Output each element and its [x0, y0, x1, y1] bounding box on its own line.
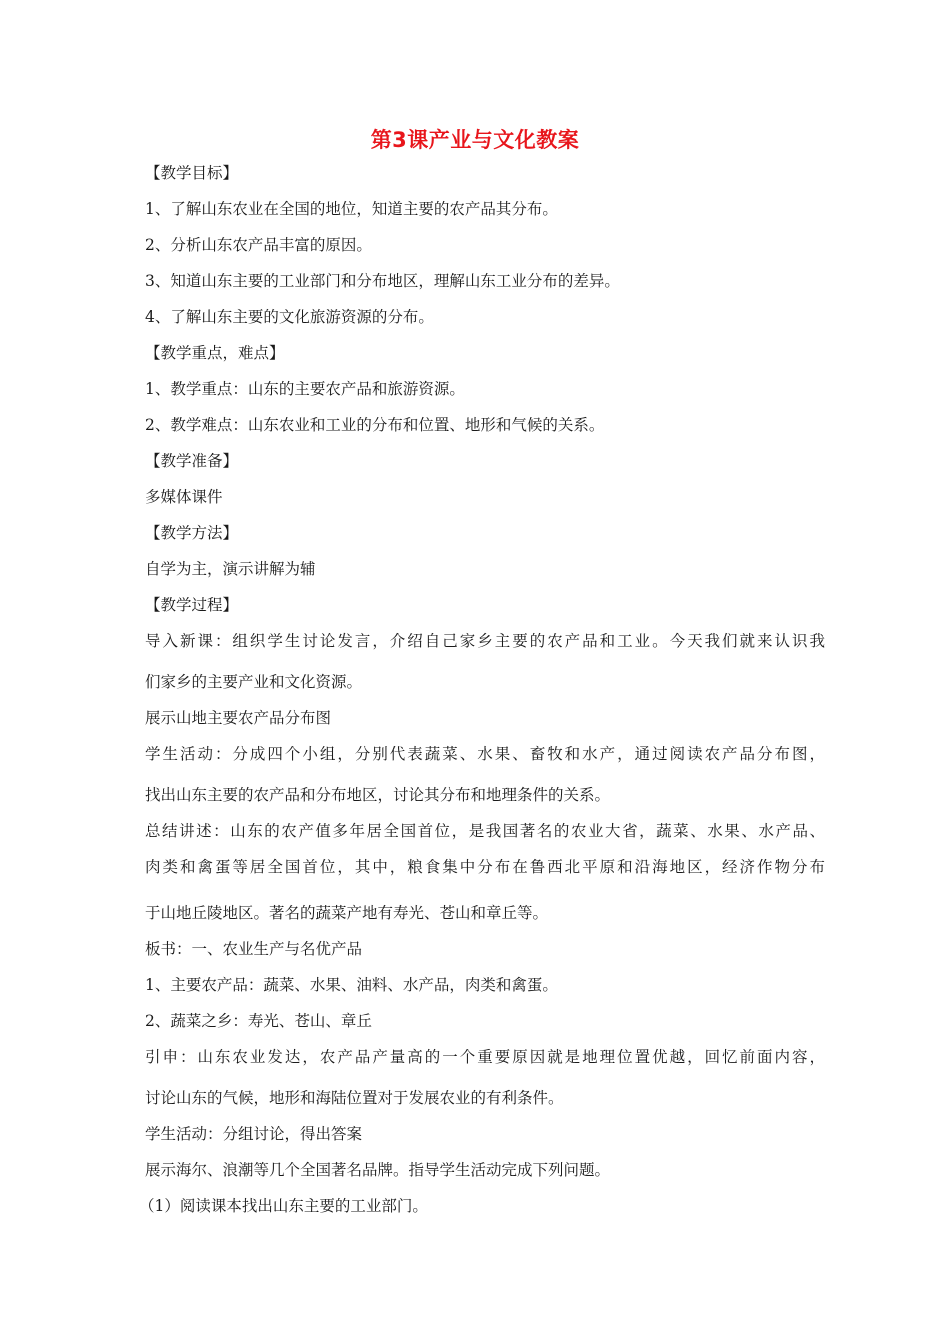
section-heading-methods: 【教学方法】	[145, 524, 239, 542]
paragraph-line: 讨论山东的气候，地形和海陆位置对于发展农业的有利条件。	[145, 1089, 564, 1107]
section-heading-key-points: 【教学重点，难点】	[145, 344, 285, 362]
paragraph-line: 肉类和禽蛋等居全国首位，其中，粮食集中分布在鲁西北平原和沿海地区，经济作物分布	[145, 858, 825, 876]
paragraph-line: 1、教学重点：山东的主要农产品和旅游资源。	[145, 380, 465, 398]
paragraph-line: 导入新课：组织学生讨论发言，介绍自己家乡主要的农产品和工业。今天我们就来认识我	[145, 632, 825, 650]
paragraph-line: 多媒体课件	[145, 488, 223, 506]
document-title: 第3课产业与文化教案	[370, 128, 580, 152]
paragraph-line: 1、了解山东农业在全国的地位，知道主要的农产品其分布。	[145, 200, 558, 218]
paragraph-line: 们家乡的主要产业和文化资源。	[145, 673, 363, 691]
paragraph-line: 2、分析山东农产品丰富的原因。	[145, 236, 372, 254]
paragraph-line: 2、教学难点：山东农业和工业的分布和位置、地形和气候的关系。	[145, 416, 605, 434]
paragraph-line: 展示山地主要农产品分布图	[145, 709, 332, 727]
section-heading-process: 【教学过程】	[145, 596, 239, 614]
paragraph-line: 自学为主，演示讲解为辅	[145, 560, 316, 578]
section-heading-objectives: 【教学目标】	[145, 164, 239, 182]
paragraph-line: 1、主要农产品：蔬菜、水果、油料、水产品，肉类和禽蛋。	[145, 976, 558, 994]
paragraph-line: 3、知道山东主要的工业部门和分布地区，理解山东工业分布的差异。	[145, 272, 620, 290]
paragraph-line: 于山地丘陵地区。著名的蔬菜产地有寿光、苍山和章丘等。	[145, 904, 549, 922]
paragraph-line: 总结讲述：山东的农产值多年居全国首位，是我国著名的农业大省，蔬菜、水果、水产品、	[145, 822, 825, 840]
paragraph-line: 2、蔬菜之乡：寿光、苍山、章丘	[145, 1012, 372, 1030]
paragraph-line: 引申：山东农业发达，农产品产量高的一个重要原因就是地理位置优越，回忆前面内容，	[145, 1048, 825, 1066]
paragraph-line: 展示海尔、浪潮等几个全国著名品牌。指导学生活动完成下列问题。	[145, 1161, 611, 1179]
paragraph-line: 学生活动：分组讨论，得出答案	[145, 1125, 363, 1143]
section-heading-preparation: 【教学准备】	[145, 452, 239, 470]
paragraph-line: （1）阅读课本找出山东主要的工业部门。	[139, 1197, 428, 1215]
paragraph-line: 4、了解山东主要的文化旅游资源的分布。	[145, 308, 434, 326]
paragraph-line: 找出山东主要的农产品和分布地区，讨论其分布和地理条件的关系。	[145, 786, 611, 804]
paragraph-line: 学生活动：分成四个小组，分别代表蔬菜、水果、畜牧和水产，通过阅读农产品分布图，	[145, 745, 825, 763]
paragraph-line: 板书：一、农业生产与名优产品	[145, 940, 363, 958]
